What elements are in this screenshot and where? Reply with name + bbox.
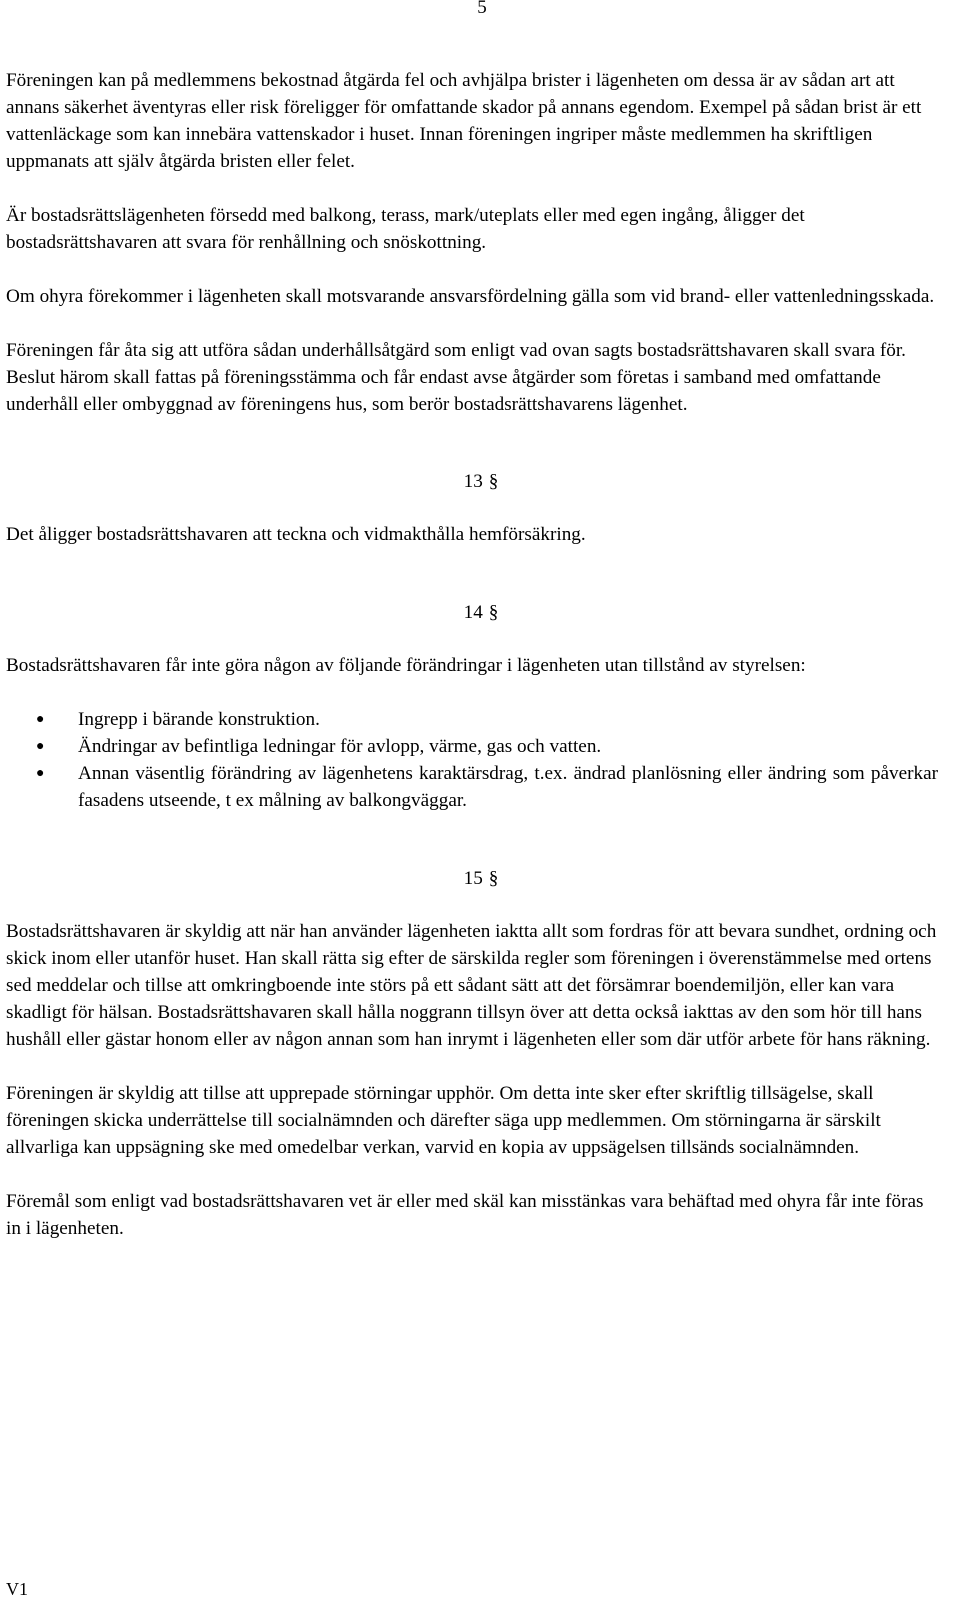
list-item-text: Annan väsentlig förändring av lägenhetens karaktärsdrag, t.ex. ändrad planlösning eller ändring som påverkar fasadens utseende, t ex målning av balkongväggar. — [78, 763, 938, 811]
paragraph-vermin-items: Föremål som enligt vad bostadsrättshavaren vet är eller med skäl kan misstänkas vara behäftad med ohyra får inte föras in i lägenheten. — [6, 1191, 924, 1239]
spacer — [6, 626, 938, 652]
paragraph-vermin: Om ohyra förekommer i lägenheten skall motsvarande ansvarsfördelning gälla som vid brand- eller vattenledningsskada. — [6, 286, 935, 307]
changes-list — [6, 706, 938, 814]
section-symbol: § — [488, 868, 499, 889]
section-symbol: § — [488, 471, 499, 492]
list-item — [6, 760, 938, 814]
bullet-icon: ● — [36, 739, 45, 754]
version-label: V1 — [6, 1579, 28, 1599]
section-14-intro: Bostadsrättshavaren får inte göra någon av följande förändringar i lägenheten utan tillstånd av styrelsen: — [6, 655, 806, 676]
paragraph-repair-defects: Föreningen kan på medlemmens bekostnad åtgärda fel och avhjälpa brister i lägenheten om dessa är av sådan art att annans säkerhet äventyras eller risk föreligger för omfattande skador på annans egendom. Exempel på sådan brist är ett vattenläckage som kan innebära vattenskador i huset. Innan föreningen ingriper måste medlemmen ha skriftligen uppmanats att själv åtgärda bristen eller felet. — [6, 70, 922, 172]
spacer — [6, 892, 938, 918]
paragraph-maintenance: Föreningen får åta sig att utföra sådan underhållsåtgärd som enligt vad ovan sagts bostadsrättshavaren skall svara för. Beslut härom skall fattas på föreningsstämma och får endast avse åtgärder som företas i samband med omfattande underhåll eller ombyggnad av föreningens hus, som berör bostadsrättshavarens lägenhet. — [6, 340, 906, 415]
section-number: 15 — [463, 868, 483, 889]
paragraph-disturbances: Föreningen är skyldig att tillse att upprepade störningar upphör. Om detta inte sker efter skriftlig tillsägelse, skall föreningen skicka underrättelse till socialnämnden och därefter säga upp medlemmen. Om störningarna är särskilt allvarliga kan uppsägning ske med omedelbar verkan, varvid en kopia av uppsägelsen tillsänds socialnämnden. — [6, 1083, 881, 1158]
list-item-text: Ändringar av befintliga ledningar för avlopp, värme, gas och vatten. — [78, 736, 602, 757]
list-item — [6, 733, 938, 760]
spacer — [6, 418, 938, 468]
section-symbol: § — [488, 602, 499, 623]
page-number: 5 — [477, 0, 487, 18]
spacer — [6, 814, 938, 865]
paragraph-order-and-hygiene: Bostadsrättshavaren är skyldig att när han använder lägenheten iaktta allt som fordras för att bevara sundhet, ordning och skick inom eller utanför huset. Han skall rätta sig efter de särskilda regler som föreningen i överenstämmelse med ortens sed meddelar och tillse att omkringboende inte störs på ett sådant sätt att det försämrar boendemiljön, eller kan vara skadligt för hälsan. Bostadsrättshavaren skall hålla noggrann tillsyn över att detta också iakttas av den som hör till hans hushåll eller gästar honom eller av någon annan som han inrymt i lägenheten eller som där utför arbete för hans räkning. — [6, 921, 937, 1050]
spacer — [6, 495, 938, 521]
list-item-text: Ingrepp i bärande konstruktion. — [78, 709, 320, 730]
bullet-icon: ● — [36, 712, 45, 727]
paragraph-balcony-cleaning: Är bostadsrättslägenheten försedd med balkong, terass, mark/uteplats eller med egen ingång, åligger det bostadsrättshavaren att svara för renhållning och snöskottning. — [6, 205, 805, 253]
section-13-text: Det åligger bostadsrättshavaren att teckna och vidmakthålla hemförsäkring. — [6, 524, 586, 545]
bullet-icon: ● — [36, 766, 45, 781]
document-body — [6, 67, 938, 1269]
section-number: 14 — [463, 602, 483, 623]
section-14-heading — [6, 599, 938, 626]
section-13-heading — [6, 468, 938, 495]
section-number: 13 — [463, 471, 483, 492]
section-15-heading — [6, 865, 938, 892]
spacer — [6, 548, 938, 599]
list-item — [6, 706, 938, 733]
